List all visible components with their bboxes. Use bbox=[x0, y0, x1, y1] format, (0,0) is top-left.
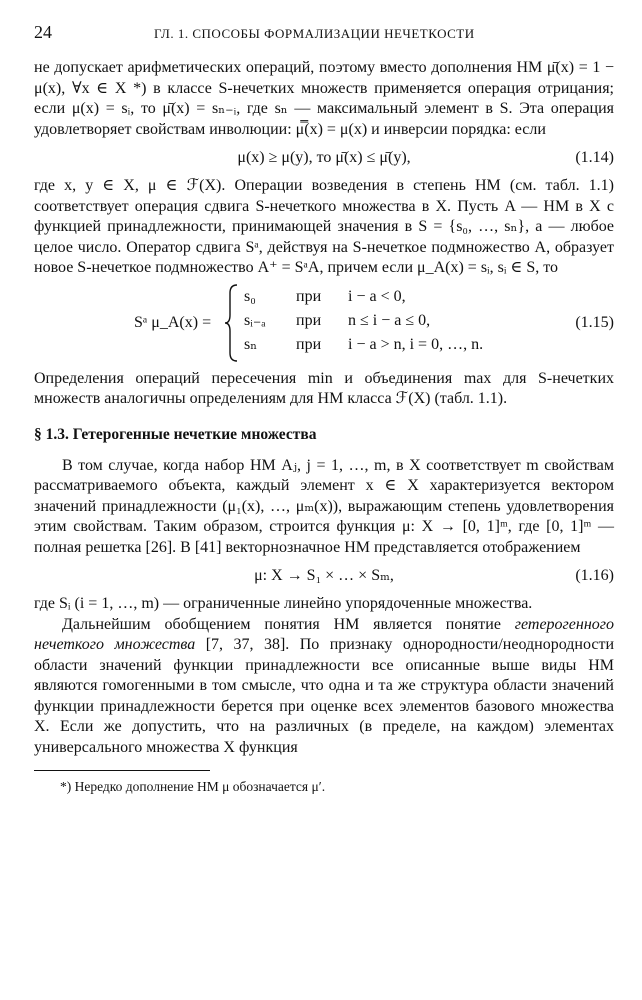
formula-1-15 bbox=[34, 283, 614, 363]
paragraph-intersection-union: Определения операций пересечения min и объединения max для S-нечетких множеств аналогичны определениям для НМ класса ℱ(X) (табл. 1.1). bbox=[34, 369, 614, 407]
page-body bbox=[34, 58, 614, 758]
formula-1-15-cases bbox=[244, 285, 483, 357]
formula-1-14 bbox=[34, 144, 614, 172]
case-word: при bbox=[296, 311, 322, 329]
formula-1-16 bbox=[34, 562, 614, 590]
paragraph-shift-operator: где x, y ∈ X, μ ∈ ℱ(X). Операции возведения в степень НМ (см. табл. 1.1) соответствует операция сдвига S-нечеткого множества в X. Пусть A — НМ в X с функцией принадлежности, принимающей значения в S = {s₀, …, sₙ}, a — любое целое число. Оператор сдвига Sᵃ, действуя на S-нечеткое подмножество A, образует новое S-нечеткое подмножество A⁺ = SᵃA, причем если μ_A(x) = sᵢ, sᵢ ∈ S, то bbox=[34, 177, 614, 276]
footnote: *) Нередко дополнение НМ μ обозначается μ′. bbox=[60, 779, 326, 794]
section-title: § 1.3. Гетерогенные нечеткие множества bbox=[34, 425, 317, 443]
paragraph-complement: не допускает арифметических операций, поэтому вместо дополнения НМ μ̄(x) = 1 − μ(x), ∀x ∈ X *) в классе S-нечетких множеств применяется операция отрицания; если μ(x) = sᵢ, то μ̄(x) = sₙ₋ᵢ, где sₙ — максимальный элемент в S. Эта операция удовлетворяет свойствам инволюции: μ̿(x) = μ(x) и инверсии порядка: если bbox=[34, 59, 614, 138]
paragraph-ordered-sets: где Sᵢ (i = 1, …, m) — ограниченные линейно упорядоченные множества. bbox=[34, 595, 533, 612]
case-row bbox=[244, 309, 483, 333]
paragraph-heterogeneous bbox=[34, 615, 614, 759]
paragraph-heterogeneous-end: [7, 37, 38]. По признаку однородности/неоднородности области значений функции принадлежности все описанные выше виды НМ являются гомогенными в том смысле, что одна и та же структура области значений функции принадлежности берется при оценке всех элементов базового множества X. Если же допустить, что на различных (в пределе, на каждом) элементах универсального множества X функция bbox=[34, 636, 615, 756]
formula-1-15-lhs: Sᵃ μ_A(x) = bbox=[134, 313, 212, 331]
term-heterogeneous-fuzzy-set: гетерогенного нечеткого множества bbox=[34, 615, 614, 653]
left-brace-icon bbox=[224, 283, 240, 363]
paragraph-heterogeneous-start: Дальнейшим обобщением понятия НМ является понятие bbox=[62, 615, 515, 633]
paragraph-vector-membership: В том случае, когда набор НМ Aⱼ, j = 1, …, m, в X соответствует m свойствам рассматриваемого объекта, каждый элемент x ∈ X характеризуется вектором значений принадлежности (μ₁(x), …, μₘ(x)), выражающим степень удовлетворения этим свойствам. Таким образом, строится функция μ: X → [0, 1]ᵐ, где [0, 1]ᵐ — полная решетка [26]. В [41] векторнозначное НМ представляется отображением bbox=[34, 456, 614, 556]
case-word: при bbox=[296, 335, 322, 353]
case-value: s₀ bbox=[244, 287, 256, 305]
case-condition: i − a < 0, bbox=[348, 287, 406, 305]
case-condition: n ≤ i − a ≤ 0, bbox=[348, 311, 431, 329]
footnote-divider bbox=[34, 770, 210, 771]
formula-1-16-number: (1.16) bbox=[575, 567, 614, 584]
case-value: sᵢ₋ₐ bbox=[244, 311, 266, 329]
case-value: sₙ bbox=[244, 335, 258, 353]
case-row bbox=[244, 333, 483, 357]
running-title: ГЛ. 1. СПОСОБЫ ФОРМАЛИЗАЦИИ НЕЧЕТКОСТИ bbox=[154, 26, 475, 41]
page-header bbox=[34, 22, 614, 52]
formula-1-14-number: (1.14) bbox=[575, 149, 614, 166]
case-word: при bbox=[296, 287, 322, 305]
case-row bbox=[244, 285, 483, 309]
formula-1-14-expression: μ(x) ≥ μ(y), то μ̄(x) ≤ μ̄(y), bbox=[237, 149, 411, 166]
formula-1-16-expression: μ: X → S₁ × … × Sₘ, bbox=[254, 567, 394, 584]
case-condition: i − a > n, i = 0, …, n. bbox=[348, 335, 484, 353]
page-number: 24 bbox=[34, 22, 52, 42]
formula-1-15-number: (1.15) bbox=[575, 313, 614, 331]
